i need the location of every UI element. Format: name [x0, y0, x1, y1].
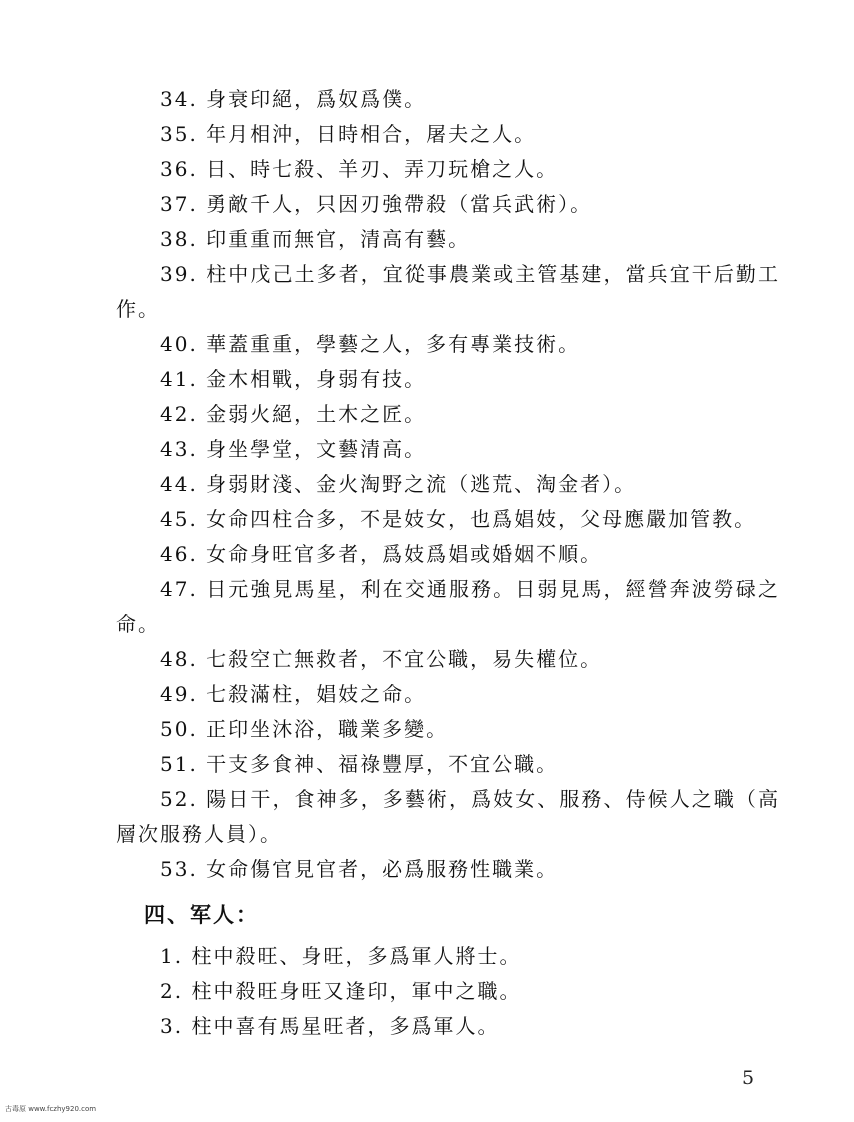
list-item: 3. 柱中喜有馬星旺者，多爲軍人。 — [160, 1014, 500, 1038]
list-item: 38. 印重重而無官，清高有藝。 — [160, 227, 471, 251]
list-item: 50. 正印坐沐浴，職業多變。 — [160, 717, 449, 741]
list-item: 45. 女命四柱合多，不是妓女，也爲娼妓，父母應嚴加管教。 — [160, 507, 757, 531]
list-item: 51. 干支多食神、福祿豐厚，不宜公職。 — [160, 752, 559, 776]
list-item: 1. 柱中殺旺、身旺，多爲軍人將士。 — [160, 944, 522, 968]
list-item: 39. 柱中戊己土多者，宜從事農業或主管基建，當兵宜干后勤工作。 — [116, 262, 780, 321]
list-item: 41. 金木相戰，身弱有技。 — [160, 367, 427, 391]
list-item: 44. 身弱財淺、金火淘野之流（逃荒、淘金者）。 — [160, 472, 637, 496]
list-item: 34. 身衰印絕，爲奴爲僕。 — [160, 87, 427, 111]
list-item: 36. 日、時七殺、羊刃、弄刀玩槍之人。 — [160, 157, 559, 181]
list-item: 37. 勇敵千人，只因刃強帶殺（當兵武術）。 — [160, 192, 593, 216]
list-item: 35. 年月相沖，日時相合，屠夫之人。 — [160, 122, 537, 146]
list-item: 53. 女命傷官見官者，必爲服務性職業。 — [160, 857, 559, 881]
list-item: 49. 七殺滿柱，娼妓之命。 — [160, 682, 427, 706]
list-item: 47. 日元強見馬星，利在交通服務。日弱見馬，經營奔波勞碌之命。 — [116, 577, 780, 636]
list — [116, 82, 780, 1044]
list-item: 2. 柱中殺旺身旺又逢印，軍中之職。 — [160, 979, 522, 1003]
list-item: 42. 金弱火絕，土木之匠。 — [160, 402, 427, 426]
list-item: 52. 陽日干，食神多，多藝術，爲妓女、服務、侍候人之職（高層次服務人員）。 — [116, 787, 780, 846]
list-item: 43. 身坐學堂，文藝清高。 — [160, 437, 427, 461]
list-item: 48. 七殺空亡無救者，不宜公職，易失權位。 — [160, 647, 603, 671]
list-item: 46. 女命身旺官多者，爲妓爲娼或婚姻不順。 — [160, 542, 603, 566]
page-number: 5 — [742, 1067, 755, 1089]
list-item: 40. 華蓋重重，學藝之人，多有專業技術。 — [160, 332, 581, 356]
section-heading: 四、军人： — [144, 903, 259, 927]
watermark: 古毒原 www.fczhy920.com — [5, 1105, 97, 1113]
